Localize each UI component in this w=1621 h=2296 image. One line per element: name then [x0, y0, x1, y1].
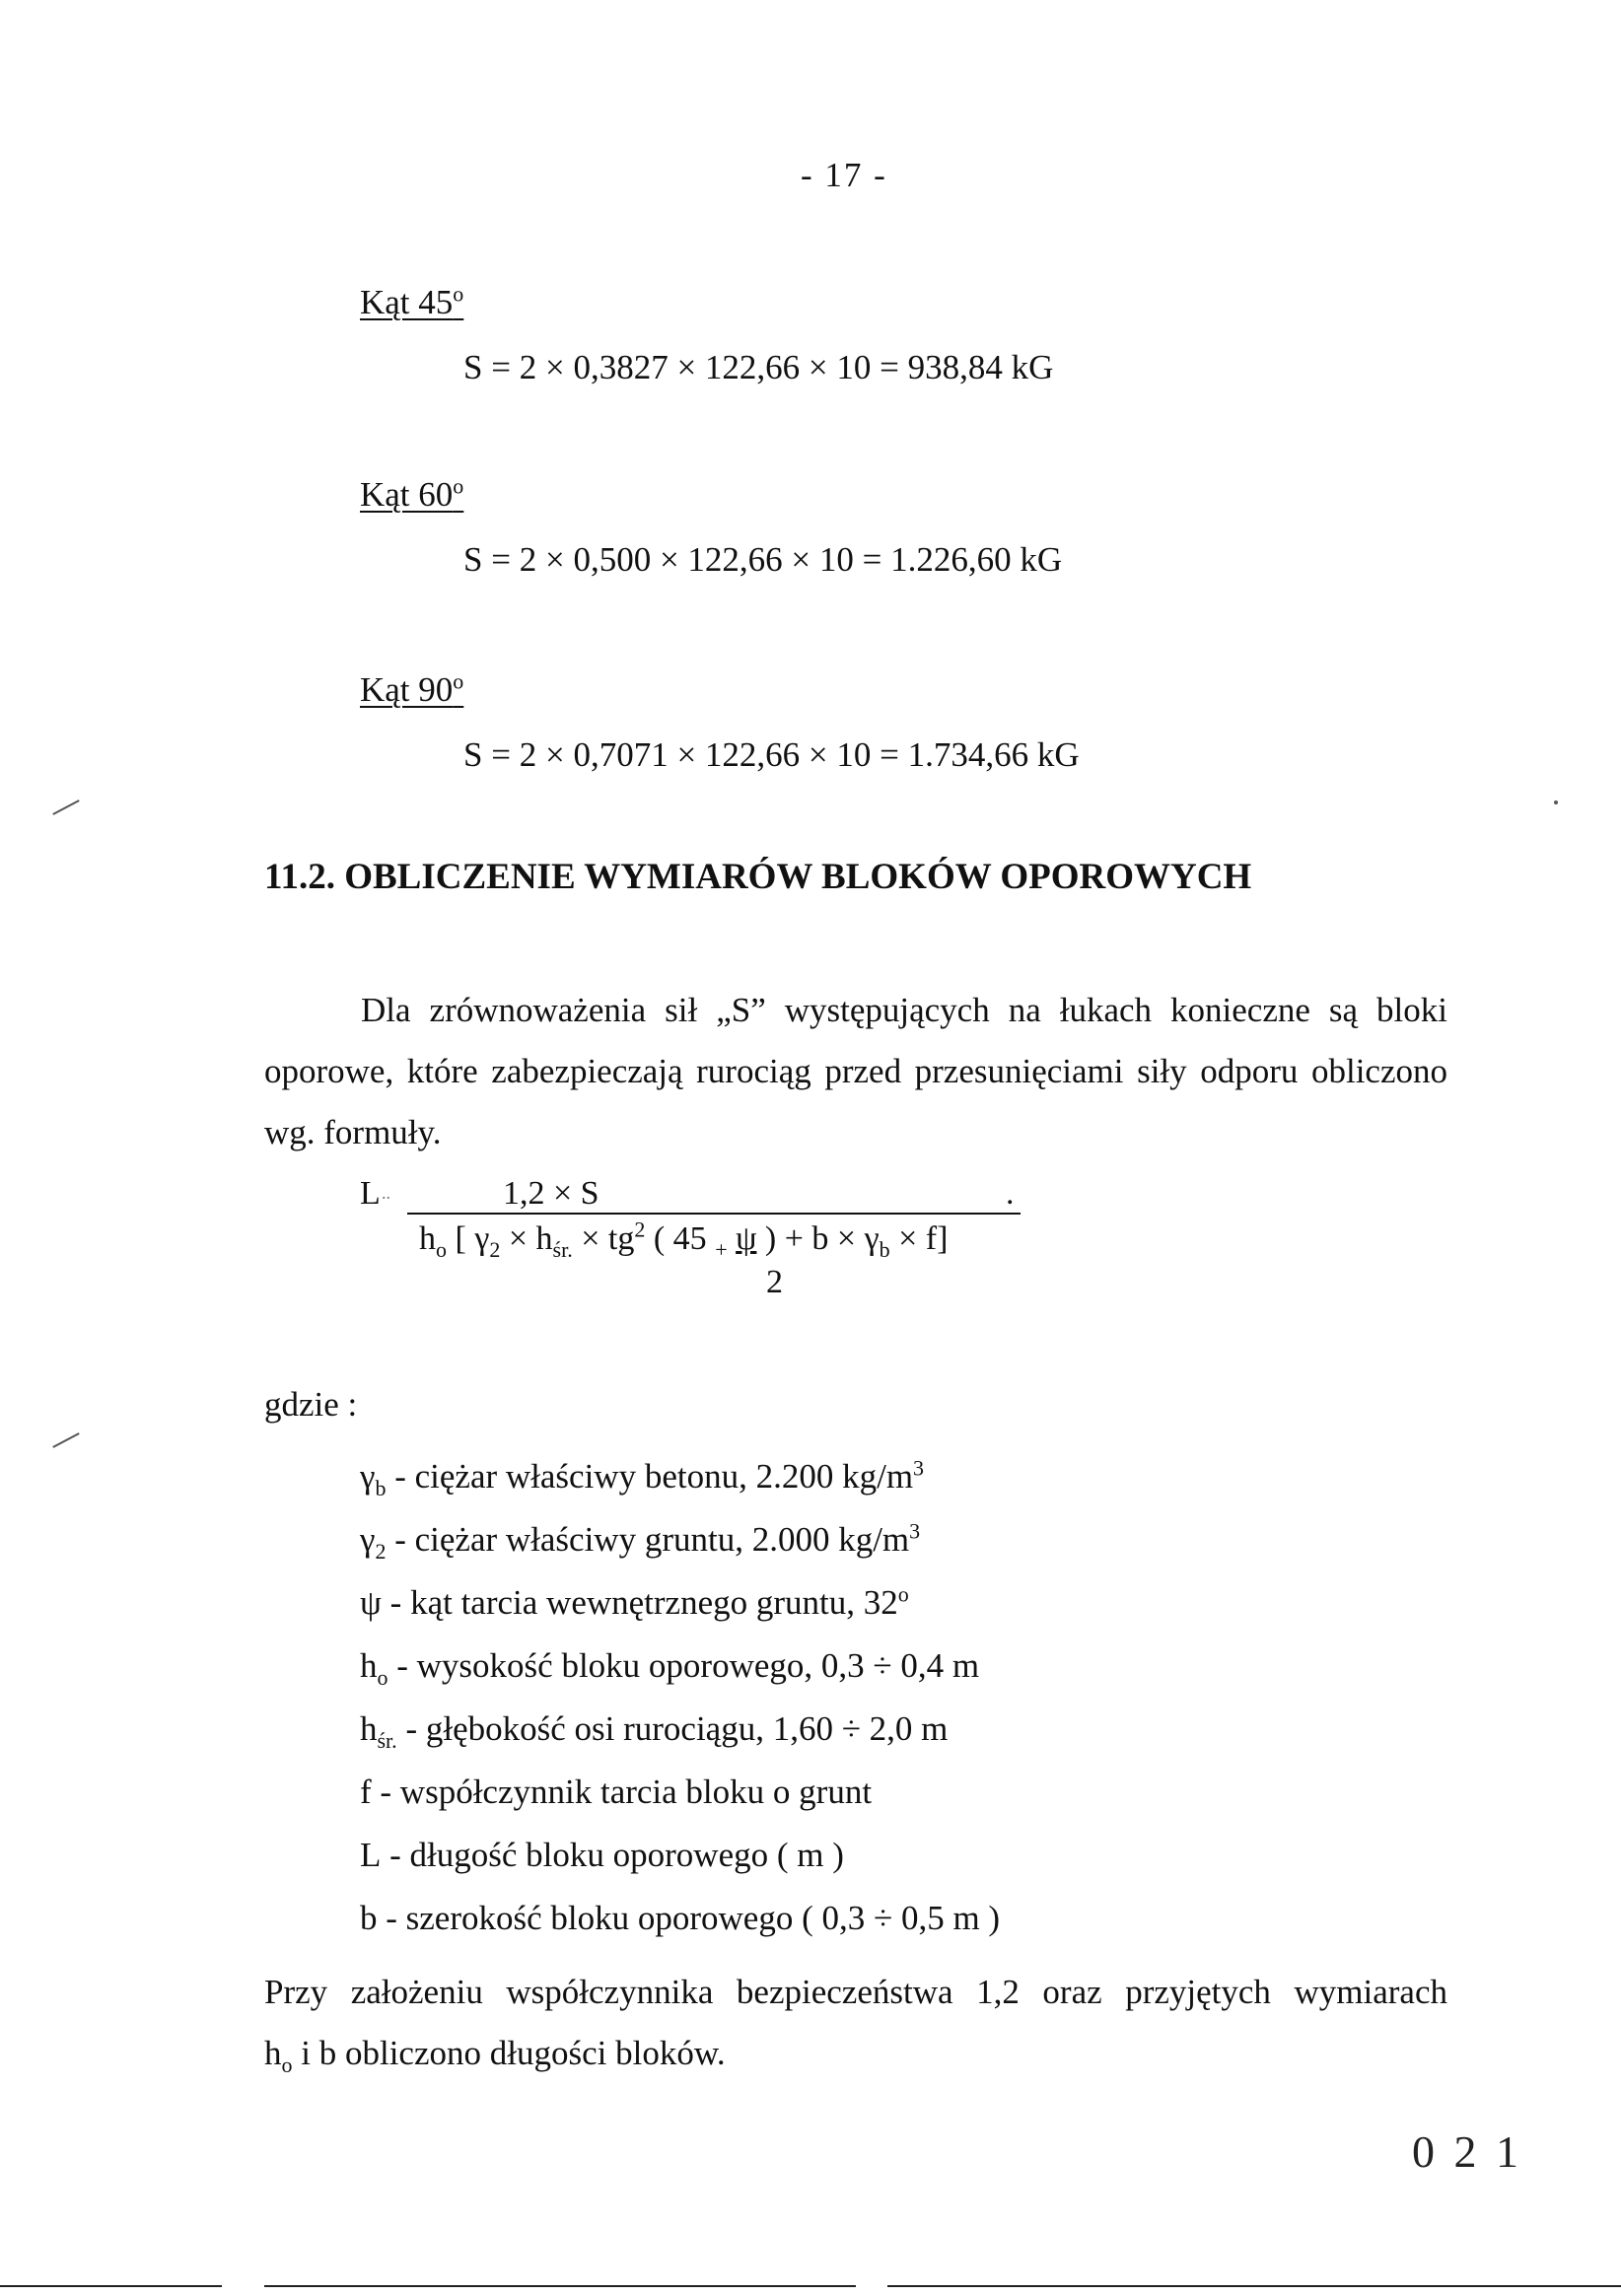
den-gamma2-sub: 2 — [489, 1236, 501, 1262]
page-number: - 17 - — [801, 156, 887, 194]
section-heading: 11.2. OBLICZENIE WYMIARÓW BLOKÓW OPOROWYCH — [264, 857, 1252, 897]
den-hsr-sub: śr. — [552, 1236, 573, 1262]
bottom-rule — [0, 2285, 222, 2287]
angle-heading-45 — [360, 283, 463, 322]
degree-sign: o — [453, 281, 464, 307]
den-part: × f] — [889, 1220, 949, 1257]
def-text: - ciężar właściwy gruntu, 2.000 kg/m — [386, 1520, 910, 1559]
den-part: [ γ — [447, 1220, 490, 1257]
gdzie-label: gdzie : — [264, 1385, 358, 1424]
definition-item — [360, 1899, 1000, 1938]
definition-item — [360, 1773, 872, 1812]
def-sup: o — [897, 1581, 909, 1607]
definition-item — [360, 1455, 925, 1500]
conclusion-paragraph — [264, 1962, 1447, 2084]
formula-lhs: L — [360, 1175, 381, 1212]
den-part: ( 45 — [645, 1220, 716, 1257]
den-plus: + — [715, 1236, 728, 1262]
bottom-rule — [264, 2285, 856, 2287]
definition-item — [360, 1583, 909, 1623]
scan-mark — [52, 1432, 79, 1448]
equation-90: S = 2 × 0,7071 × 122,66 × 10 = 1.734,66 kG — [463, 735, 1080, 774]
definition-item — [360, 1646, 980, 1690]
den-h: h — [419, 1220, 436, 1257]
den-part: ) + b × γ — [756, 1220, 880, 1257]
equation-60: S = 2 × 0,500 × 122,66 × 10 = 1.226,60 kG — [463, 540, 1063, 579]
bottom-rule — [887, 2285, 1621, 2287]
den-gammab-sub: b — [879, 1236, 890, 1262]
def-symbol: L — [360, 1836, 382, 1874]
def-text: - długość bloku oporowego ( m ) — [381, 1836, 844, 1874]
def-sub: 2 — [375, 1539, 387, 1564]
def-text: - współczynnik tarcia bloku o grunt — [371, 1773, 873, 1811]
def-sub: b — [375, 1476, 387, 1500]
degree-sign: o — [453, 668, 464, 694]
equation-45: S = 2 × 0,3827 × 122,66 × 10 = 938,84 kG — [463, 348, 1054, 386]
definition-item — [360, 1518, 921, 1564]
conclusion-rest: i b obliczono długości bloków. — [292, 2034, 726, 2072]
formula — [360, 1175, 1030, 1303]
den-tg-sup: 2 — [634, 1217, 646, 1242]
def-text: - wysokość bloku oporowego, 0,3 ÷ 0,4 m — [388, 1646, 980, 1685]
def-sup: 3 — [909, 1518, 921, 1544]
formula-divisor: 2 — [766, 1264, 783, 1300]
def-text: - ciężar właściwy betonu, 2.200 kg/m — [386, 1457, 914, 1496]
page-stamp: 0 2 1 — [1412, 2126, 1522, 2177]
def-symbol: γ — [360, 1457, 376, 1496]
conclusion-line2 — [264, 2023, 1447, 2084]
def-text: - kąt tarcia wewnętrznego gruntu, 32 — [381, 1583, 898, 1622]
angle-label: Kąt 60 — [360, 475, 454, 514]
scan-speck — [1554, 800, 1558, 804]
conclusion-line1: Przy założeniu współczynnika bezpieczeństwa 1,2 oraz przyjętych wymiarach — [264, 1973, 1447, 2011]
def-symbol: b — [360, 1899, 378, 1937]
definition-item — [360, 1709, 949, 1753]
def-text: - szerokość bloku oporowego ( 0,3 ÷ 0,5 m ) — [377, 1899, 1001, 1937]
angle-heading-60 — [360, 475, 463, 515]
den-part: × h — [500, 1220, 553, 1257]
scan-mark — [52, 800, 79, 815]
intro-paragraph: Dla zrównoważenia sił „S” występujących na łukach konieczne są bloki oporowe, które zabezpieczają rurociąg przed przesunięciami siły odporu obliczono wg. formuły. — [264, 991, 1447, 1151]
formula-denominator — [419, 1217, 949, 1262]
conclusion-h-sub: o — [281, 2052, 293, 2077]
def-sub: o — [377, 1665, 388, 1690]
definition-item — [360, 1836, 844, 1875]
degree-sign: o — [453, 473, 464, 499]
den-part: × tg — [572, 1220, 635, 1257]
def-symbol: f — [360, 1773, 372, 1811]
def-symbol: h — [360, 1709, 378, 1748]
den-psi: ψ — [736, 1220, 757, 1257]
angle-label: Kąt 90 — [360, 670, 454, 709]
fraction-line — [407, 1213, 1021, 1215]
def-symbol: ψ — [360, 1583, 382, 1622]
def-text: - głębokość osi rurociągu, 1,60 ÷ 2,0 m — [396, 1709, 949, 1748]
formula-trailing-dot: . — [1006, 1175, 1015, 1212]
def-sup: 3 — [913, 1455, 925, 1481]
def-symbol: γ — [360, 1520, 376, 1559]
formula-equals-mark: .. — [382, 1183, 390, 1203]
formula-numerator: 1,2 × S — [503, 1175, 599, 1212]
den-h-sub: o — [436, 1236, 447, 1262]
def-sub: śr. — [377, 1728, 397, 1753]
angle-heading-90 — [360, 670, 463, 710]
conclusion-h: h — [264, 2034, 282, 2072]
def-symbol: h — [360, 1646, 378, 1685]
angle-label: Kąt 45 — [360, 283, 454, 321]
